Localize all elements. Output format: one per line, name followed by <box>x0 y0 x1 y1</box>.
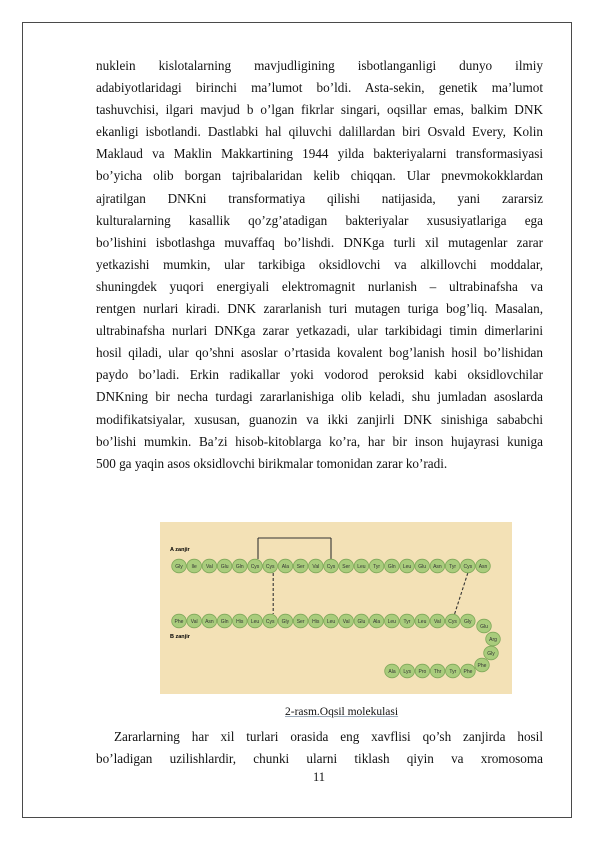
svg-text:Glu: Glu <box>220 563 229 570</box>
svg-text:Phe: Phe <box>477 662 487 669</box>
text-line: shuningdek yuqori energiyali elektromagnit nurlanish – ultrabinafsha va <box>96 278 543 294</box>
chain-a-residue <box>309 559 324 573</box>
svg-text:Ala: Ala <box>388 668 396 675</box>
text-line: Zararlarning har xil turlari orasida eng xavflisi qo’sh zanjirda hosil <box>114 729 543 744</box>
chain-a-residue <box>278 559 293 573</box>
protein-diagram <box>160 522 512 694</box>
svg-text:Glu: Glu <box>418 563 427 570</box>
svg-text:Val: Val <box>342 618 350 625</box>
chain-a-residue <box>354 559 369 573</box>
chain-b-residue <box>187 614 202 628</box>
svg-text:Tyr: Tyr <box>403 618 411 625</box>
svg-text:Leu: Leu <box>357 563 366 570</box>
svg-text:Gly: Gly <box>281 618 290 625</box>
svg-text:Gly: Gly <box>464 618 472 625</box>
svg-text:Ile: Ile <box>191 563 197 570</box>
svg-text:Leu: Leu <box>418 618 427 625</box>
chain-b-residue <box>278 614 293 628</box>
protein-molecule-figure <box>160 522 512 694</box>
chain-b-residue <box>445 614 460 628</box>
chain-b-residue <box>486 632 501 646</box>
text-line: hosil qiladi, ular qo’shni asoslar o’rtasida kovalent bog’lanish hosil bo’lishidan <box>96 345 543 361</box>
text-line: yetkazishi mumkin, ular tarkibiga oksidlovchi va alkillovchi moddalar, <box>96 256 543 272</box>
svg-text:Val: Val <box>433 618 441 625</box>
text-line: bo’yicha olib borgan tajribalaridan kelib chiqqan. Ular pnevmokokklardan <box>96 168 543 184</box>
chain-a-residue <box>217 559 232 573</box>
chain-a-residue <box>324 559 339 573</box>
text-line: ajratilgan DNKni transformatiya qilishi natijasida, yani zararsiz <box>96 190 543 206</box>
svg-text:Cys: Cys <box>463 563 473 570</box>
svg-text:Gln: Gln <box>235 563 244 570</box>
text-line: ekanligi isbotlandi. Dastlabki hal qiluvchi dalillardan biri Osvald Every, Kolin <box>96 124 543 140</box>
text-line: nuklein kislotalarning mavjudligining isbotlanganligi dunyo ilmiy <box>96 58 543 73</box>
svg-text:Thr: Thr <box>433 668 442 675</box>
text-line: DNKning bir necha turdagi zararlanishiga olib keladi, shu jumladan asoslarda <box>96 389 543 405</box>
chain-b-residue <box>400 614 415 628</box>
svg-text:Cys: Cys <box>265 563 275 570</box>
svg-text:Tyr: Tyr <box>449 668 457 675</box>
text-line: kulturalarning kasallik qo’zg’atadigan bakteriyalar xususiyatlariga ega <box>96 212 543 228</box>
svg-text:Gly: Gly <box>487 650 495 657</box>
svg-text:Asn: Asn <box>433 563 442 570</box>
chain-b-residue <box>217 614 232 628</box>
chain-b-residue <box>477 619 492 633</box>
chain-b-residue <box>430 614 445 628</box>
text-line: adabiyotlaridagi birinchi ma’lumot bo’ldi. Asta-sekin, genetik ma’lumot <box>96 80 543 96</box>
svg-text:Lys: Lys <box>403 668 412 675</box>
svg-text:Ala: Ala <box>372 618 381 625</box>
chain-a-residue <box>385 559 400 573</box>
chain-a-residue <box>445 559 460 573</box>
chain-b-residue <box>400 664 415 678</box>
chain-b-residue <box>461 664 476 678</box>
body-paragraph <box>96 55 543 475</box>
svg-text:Arg: Arg <box>489 636 497 643</box>
chain-b-residue <box>415 664 430 678</box>
svg-text:Gln: Gln <box>220 618 229 625</box>
chain-a-residue <box>187 559 202 573</box>
chain-b-residue <box>293 614 308 628</box>
svg-text:Val: Val <box>190 618 198 625</box>
chain-b-residue <box>263 614 278 628</box>
chain-a-residue <box>400 559 415 573</box>
svg-text:Gly: Gly <box>175 563 183 570</box>
chain-a-residue <box>369 559 384 573</box>
svg-text:Glu: Glu <box>357 618 366 625</box>
svg-text:Cys: Cys <box>265 618 275 625</box>
chain-b-residue <box>172 614 187 628</box>
svg-text:Tyr: Tyr <box>449 563 457 570</box>
chain-b-residue <box>309 614 324 628</box>
text-line: paydo bo’ladi. Erkin radikallar yoki vodorod peroksid kabi oksidlovchilar <box>96 367 543 383</box>
chain-a-label: A zanjir <box>170 547 190 553</box>
chain-a-residue <box>202 559 217 573</box>
text-line: 500 ga yaqin asos oksidlovchi birikmalar tomonidan zarar ko’radi. <box>96 455 448 471</box>
text-line: bo’ladigan uzilishlardir, chunki ularni tiklash qiyin va xromosoma <box>96 751 543 767</box>
chain-b-residue <box>385 614 400 628</box>
svg-text:Cys: Cys <box>448 618 457 625</box>
chain-a-residue <box>339 559 354 573</box>
svg-text:Cys: Cys <box>326 563 336 570</box>
svg-text:Phe: Phe <box>174 618 184 625</box>
svg-text:Val: Val <box>205 563 213 570</box>
chain-b-residue <box>385 664 400 678</box>
following-paragraph <box>96 726 543 770</box>
svg-text:Ser: Ser <box>296 618 305 625</box>
chain-b-residue <box>475 658 490 672</box>
svg-text:Leu: Leu <box>387 618 396 625</box>
svg-text:Ala: Ala <box>281 563 290 570</box>
text-line: Maklaud va Maklin Makkartining 1944 yilda bakteriyalarni transformasiyasi <box>96 146 543 162</box>
text-line: rentgen nurlari kiradi. DNK zararlanish turi mutagen turiga bog’liq. Masalan, <box>96 301 543 317</box>
chain-b-residue <box>446 664 461 678</box>
chain-b-residue <box>202 614 217 628</box>
svg-text:Leu: Leu <box>402 563 412 570</box>
chain-b-residue <box>324 614 339 628</box>
chain-b-residue <box>354 614 369 628</box>
svg-text:Cys: Cys <box>250 563 260 570</box>
chain-b-residue <box>339 614 354 628</box>
svg-text:Val: Val <box>312 563 320 570</box>
text-line: ultrabinafsha nurlari DNKga zarar yetkazadi, ular tarkibidagi timin dimerlarini <box>96 323 543 339</box>
chain-b-residue <box>430 664 445 678</box>
svg-text:His: His <box>236 618 244 625</box>
page-number: 11 <box>313 770 326 784</box>
chain-b-residue <box>484 646 499 660</box>
svg-text:Leu: Leu <box>250 618 260 625</box>
svg-text:Glu: Glu <box>480 623 488 630</box>
svg-text:Pro: Pro <box>418 668 427 675</box>
text-line: bo’lishi mumkin. Ba’zi hisob-kitoblarga ko’ra, har bir inson hujayrasi kuniga <box>96 433 543 449</box>
text-line: tashuvchisi, ilgari mavjud b o’lgan fikrlar singari, oqsillar emas, balkim DNK <box>96 102 543 118</box>
svg-text:Ser: Ser <box>296 563 305 570</box>
svg-text:Gln: Gln <box>387 563 396 570</box>
chain-a-residue <box>263 559 278 573</box>
chain-b-residue <box>461 614 476 628</box>
text-line: modifikatsiyalar, xususan, guanozin va ikki zanjirli DNK sinishiga sababchi <box>96 411 543 427</box>
svg-text:Asn: Asn <box>478 563 488 570</box>
chain-b-residue <box>415 614 430 628</box>
svg-text:Phe: Phe <box>463 668 473 675</box>
chain-b-residue <box>369 614 384 628</box>
chain-a-residue <box>172 559 187 573</box>
chain-b-label: B zanjir <box>170 634 190 640</box>
chain-a-residue <box>415 559 430 573</box>
chain-a-residue <box>293 559 308 573</box>
chain-b-residue <box>248 614 263 628</box>
svg-text:Ser: Ser <box>342 563 351 570</box>
chain-a-residue <box>248 559 263 573</box>
chain-a-residue <box>476 559 491 573</box>
chain-a-residue <box>233 559 248 573</box>
svg-text:Tyr: Tyr <box>373 563 381 570</box>
chain-b-residue <box>233 614 248 628</box>
text-line: bo’lishini isbotlashga muvaffaq bo’lishdi. DNKga turli xil mutagenlar zarar <box>96 234 543 250</box>
chain-a-residue <box>461 559 476 573</box>
figure-caption: 2-rasm.Oqsil molekulasi <box>285 706 399 718</box>
svg-text:His: His <box>312 618 320 625</box>
chain-a-residue <box>430 559 445 573</box>
svg-text:Asn: Asn <box>205 618 214 625</box>
svg-text:Leu: Leu <box>326 618 336 625</box>
